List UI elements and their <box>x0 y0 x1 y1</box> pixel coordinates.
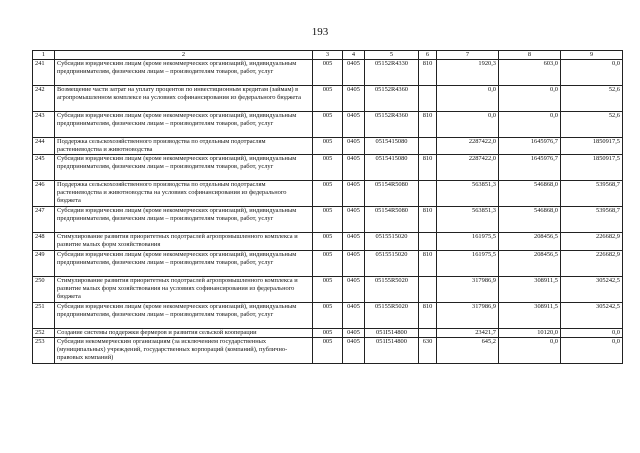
row-target-code: 05152R4360 <box>365 86 419 112</box>
row-grbs-code: 005 <box>313 303 343 329</box>
row-amount-year2: 0,0 <box>499 338 561 364</box>
row-expense-type: 810 <box>419 155 437 181</box>
table-row <box>33 112 623 138</box>
row-expense-type <box>419 86 437 112</box>
row-amount-year3: 1850917,5 <box>561 155 623 181</box>
row-amount-year1: 317986,9 <box>437 277 499 303</box>
row-amount-year1: 0,0 <box>437 86 499 112</box>
row-section-code: 0405 <box>343 277 365 303</box>
row-expense-type <box>419 233 437 251</box>
column-header: 8 <box>499 51 561 60</box>
row-expense-type <box>419 277 437 303</box>
row-amount-year3: 1850917,5 <box>561 138 623 155</box>
table-row <box>33 303 623 329</box>
row-grbs-code: 005 <box>313 60 343 86</box>
column-header: 5 <box>365 51 419 60</box>
row-name: Стимулирование развития приоритетных подотраслей агропромышленного комплекса и развитие малых форм хозяйствования на условиях софинансирования из федерального бюджета <box>55 277 313 303</box>
row-amount-year2: 208456,5 <box>499 251 561 277</box>
table-row <box>33 181 623 207</box>
row-section-code: 0405 <box>343 338 365 364</box>
row-section-code: 0405 <box>343 112 365 138</box>
row-amount-year2: 0,0 <box>499 86 561 112</box>
row-number: 247 <box>33 207 55 233</box>
row-expense-type: 810 <box>419 303 437 329</box>
column-header: 4 <box>343 51 365 60</box>
row-target-code: 0515515020 <box>365 251 419 277</box>
row-amount-year3: 0,0 <box>561 60 623 86</box>
row-name: Создание системы поддержки фермеров и развития сельской кооперации <box>55 329 313 338</box>
row-amount-year2: 10120,0 <box>499 329 561 338</box>
row-section-code: 0405 <box>343 207 365 233</box>
row-target-code: 05154R5080 <box>365 181 419 207</box>
row-name: Субсидии юридическим лицам (кроме некоммерческих организаций), индивидуальным предпринимателям, физическим лицам – производителям товаров, работ, услуг <box>55 251 313 277</box>
row-name: Субсидии юридическим лицам (кроме некоммерческих организаций), индивидуальным предпринимателям, физическим лицам – производителям товаров, работ, услуг <box>55 303 313 329</box>
budget-table <box>32 50 623 364</box>
row-amount-year2: 546868,0 <box>499 207 561 233</box>
row-grbs-code: 005 <box>313 251 343 277</box>
row-number: 243 <box>33 112 55 138</box>
row-number: 251 <box>33 303 55 329</box>
row-grbs-code: 005 <box>313 277 343 303</box>
table-row <box>33 60 623 86</box>
row-section-code: 0405 <box>343 233 365 251</box>
row-amount-year2: 1645976,7 <box>499 155 561 181</box>
row-target-code: 051I514800 <box>365 329 419 338</box>
row-target-code: 05152R4360 <box>365 112 419 138</box>
row-amount-year3: 305242,5 <box>561 277 623 303</box>
row-grbs-code: 005 <box>313 233 343 251</box>
row-expense-type <box>419 181 437 207</box>
row-section-code: 0405 <box>343 329 365 338</box>
row-target-code: 05155R5020 <box>365 277 419 303</box>
row-amount-year1: 0,0 <box>437 112 499 138</box>
row-number: 246 <box>33 181 55 207</box>
row-target-code: 05155R5020 <box>365 303 419 329</box>
row-number: 249 <box>33 251 55 277</box>
table-row <box>33 86 623 112</box>
row-grbs-code: 005 <box>313 181 343 207</box>
row-amount-year3: 539568,7 <box>561 181 623 207</box>
column-header: 3 <box>313 51 343 60</box>
row-amount-year1: 161975,5 <box>437 233 499 251</box>
column-header: 6 <box>419 51 437 60</box>
row-section-code: 0405 <box>343 60 365 86</box>
row-section-code: 0405 <box>343 251 365 277</box>
row-amount-year2: 308911,5 <box>499 277 561 303</box>
table-row <box>33 329 623 338</box>
row-amount-year1: 2287422,0 <box>437 138 499 155</box>
row-name: Субсидии некоммерческим организациям (за исключением государственных (муниципальных) учреждений, государственных корпораций (компаний), публично-правовых компаний) <box>55 338 313 364</box>
row-expense-type <box>419 329 437 338</box>
header-row <box>33 51 623 60</box>
row-target-code: 0515415080 <box>365 155 419 181</box>
row-section-code: 0405 <box>343 155 365 181</box>
row-number: 242 <box>33 86 55 112</box>
row-amount-year2: 1645976,7 <box>499 138 561 155</box>
row-expense-type: 810 <box>419 251 437 277</box>
row-number: 245 <box>33 155 55 181</box>
table-row <box>33 155 623 181</box>
row-target-code: 0515415080 <box>365 138 419 155</box>
row-section-code: 0405 <box>343 138 365 155</box>
row-grbs-code: 005 <box>313 329 343 338</box>
table-row <box>33 233 623 251</box>
row-expense-type: 810 <box>419 112 437 138</box>
row-number: 253 <box>33 338 55 364</box>
table-row <box>33 338 623 364</box>
row-amount-year3: 226682,9 <box>561 251 623 277</box>
row-section-code: 0405 <box>343 181 365 207</box>
row-amount-year3: 52,6 <box>561 112 623 138</box>
row-section-code: 0405 <box>343 86 365 112</box>
row-name: Субсидии юридическим лицам (кроме некоммерческих организаций), индивидуальным предпринимателям, физическим лицам – производителям товаров, работ, услуг <box>55 155 313 181</box>
row-amount-year1: 2287422,0 <box>437 155 499 181</box>
table-row <box>33 277 623 303</box>
row-amount-year1: 161975,5 <box>437 251 499 277</box>
row-grbs-code: 005 <box>313 207 343 233</box>
table-row <box>33 251 623 277</box>
row-target-code: 0515515020 <box>365 233 419 251</box>
row-amount-year3: 226682,9 <box>561 233 623 251</box>
row-number: 250 <box>33 277 55 303</box>
row-amount-year2: 308911,5 <box>499 303 561 329</box>
row-amount-year3: 539568,7 <box>561 207 623 233</box>
table-row <box>33 138 623 155</box>
row-name: Субсидии юридическим лицам (кроме некоммерческих организаций), индивидуальным предпринимателям, физическим лицам – производителям товаров, работ, услуг <box>55 60 313 86</box>
row-expense-type: 810 <box>419 207 437 233</box>
row-amount-year1: 317986,9 <box>437 303 499 329</box>
row-amount-year2: 0,0 <box>499 112 561 138</box>
row-number: 241 <box>33 60 55 86</box>
row-amount-year1: 1920,3 <box>437 60 499 86</box>
row-amount-year3: 305242,5 <box>561 303 623 329</box>
row-name: Субсидии юридическим лицам (кроме некоммерческих организаций), индивидуальным предпринимателям, физическим лицам – производителям товаров, работ, услуг <box>55 112 313 138</box>
row-expense-type <box>419 138 437 155</box>
row-grbs-code: 005 <box>313 86 343 112</box>
column-header: 1 <box>33 51 55 60</box>
page-number: 193 <box>311 26 329 38</box>
row-target-code: 05152R4330 <box>365 60 419 86</box>
row-amount-year3: 0,0 <box>561 338 623 364</box>
row-name: Стимулирование развития приоритетных подотраслей агропромышленного комплекса и развитие малых форм хозяйствования <box>55 233 313 251</box>
row-number: 248 <box>33 233 55 251</box>
row-name: Возмещение части затрат на уплату процентов по инвестиционным кредитам (займам) в агропромышленном комплексе на условиях софинансирования из федерального бюджета <box>55 86 313 112</box>
row-amount-year3: 0,0 <box>561 329 623 338</box>
table-body <box>33 60 623 364</box>
row-target-code: 05154R5080 <box>365 207 419 233</box>
row-amount-year2: 546868,0 <box>499 181 561 207</box>
row-section-code: 0405 <box>343 303 365 329</box>
row-name: Поддержка сельскохозяйственного производства по отдельным подотраслям растениеводства и животноводства на условиях софинансирования из федерального бюджета <box>55 181 313 207</box>
row-amount-year1: 23421,7 <box>437 329 499 338</box>
column-header: 9 <box>561 51 623 60</box>
table-row <box>33 207 623 233</box>
row-amount-year1: 645,2 <box>437 338 499 364</box>
column-header: 2 <box>55 51 313 60</box>
row-name: Субсидии юридическим лицам (кроме некоммерческих организаций), индивидуальным предпринимателям, физическим лицам – производителям товаров, работ, услуг <box>55 207 313 233</box>
row-number: 244 <box>33 138 55 155</box>
row-amount-year1: 563851,3 <box>437 207 499 233</box>
row-expense-type: 630 <box>419 338 437 364</box>
row-expense-type: 810 <box>419 60 437 86</box>
row-grbs-code: 005 <box>313 338 343 364</box>
row-grbs-code: 005 <box>313 112 343 138</box>
column-header: 7 <box>437 51 499 60</box>
row-amount-year2: 208456,5 <box>499 233 561 251</box>
row-number: 252 <box>33 329 55 338</box>
row-amount-year2: 603,0 <box>499 60 561 86</box>
row-amount-year3: 52,6 <box>561 86 623 112</box>
row-grbs-code: 005 <box>313 138 343 155</box>
row-grbs-code: 005 <box>313 155 343 181</box>
row-amount-year1: 563851,3 <box>437 181 499 207</box>
row-name: Поддержка сельскохозяйственного производства по отдельным подотраслям растениеводства и животноводства <box>55 138 313 155</box>
row-target-code: 051I514800 <box>365 338 419 364</box>
